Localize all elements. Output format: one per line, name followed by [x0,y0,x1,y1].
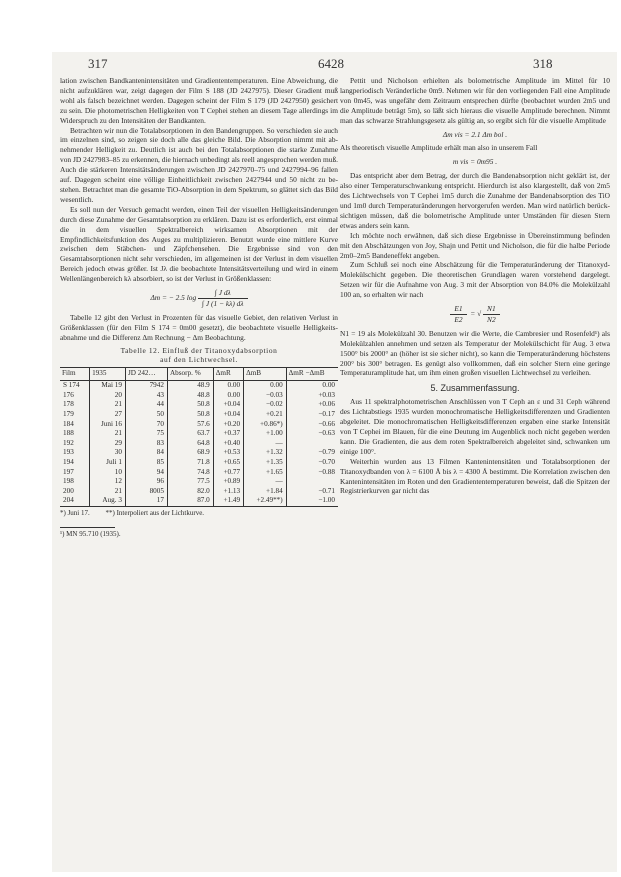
table-cell: +2.49**) [244,496,287,506]
table-cell: Aug. 3 [90,496,126,506]
table-cell: 75 [125,429,167,439]
table-cell: +0.20 [213,420,243,430]
table-cell: +0.40 [213,439,243,449]
table-cell: 7942 [125,381,167,391]
table-caption-line: Tabelle 12. Einfluß der Titanoxydabsorption [120,345,278,355]
table-cell: 48.8 [167,391,213,401]
table-cell: 8005 [125,487,167,497]
table-footnotes [60,509,338,519]
table-cell: 71.8 [167,458,213,468]
paragraph: lation zwischen Bandkantenintensitäten und Gradiententemperaturen. Eine Abweichung, die nicht aufzuklären war, zeigt dagegen der Film S 188 (JD 2427975). Dieser Gradient muß wohl als falsch bezeichnet werden. Dagegen scheint der Film S 179 (JD 2427950) gesichert zu sein. Die photometrischen Helligkeiten von T Cephei stehen an diesem Tage allerdings im Widerspruch zu den Intensitäten der Bandkanten. [60,76,338,125]
loss-formula [60,288,338,309]
left-column [60,76,338,540]
formula-denominator: ∫ J (1 − kλ) dλ [198,298,248,309]
paragraph: Ich möchte noch erwähnen, daß sich diese Ergebnisse in Übereinstimmung befinden mit den Abschätzungen von Joy, Shajn und Pettit und Nicholson, die für die halbe Periode 2m0–2m5 Bandeneffekt angeben. [340,230,610,260]
table-cell: 83 [125,439,167,449]
paragraph: Weiterhin wurden aus 13 Filmen Kantenintensitäten und Totalabsorptionen der Titanoxydbanden von λ = 6100 Å bis λ = 4300 Å bestimmt. Die Korrelation zwischen den Kantenintensitäten im Roten und den Gradiententemperaturen beweist, daß die Spitzen der Registrierkurven gar nicht das [340,456,610,496]
paragraph: Zum Schluß sei noch eine Abschätzung für die Temperaturänderung der Titanoxyd-Molekülschicht gegeben. Die theoretischen Grundlagen waren vorstehend dargelegt. Setzen wir für die Aufnahme von Aug. 3 mit der Absorption von 84.0% die Molekülzahl 100 an, so erhalten wir nach [340,260,610,300]
table-cell: 44 [125,400,167,410]
table-cell: 12 [90,477,126,487]
formula-numerator: ∫ J dλ [214,288,231,298]
paragraph: Es soll nun der Versuch gemacht werden, einen Teil der visuellen Helligkeitsänderungen durch diese Zunahme der Gesamtabsorption zu erklären. Dazu ist es erforderlich, erst einmal die in dem visuellen Spektralbereich wirksamen Absorptionen mit der Empfindlichkeitsfunktion des Auges zu multiplizieren. Benutzt wurde eine mittlere Kurve zwischen dem Stäbchen- und Zäpfchensehen. Die Ergebnisse sind von den Gesamtabsorptionen nicht sehr verschieden, im allgemeinen ist der Verlust in dem visuellen Bereich jedoch etwas größer. Ist Jλ die beobachtete Intensitätsverteilung und wird in einem Wellenlängenbereich kλ absorbiert, so ist der Verlust in Größenklassen: [60,204,338,284]
page-footnote: ¹) MN 95.710 (1935). [60,529,121,538]
column-header: Film [60,368,90,381]
table-cell: 184 [63,419,74,428]
table-cell: +1.00 [244,429,287,439]
table-cell: 0.00 [213,381,243,391]
ratio-denominator: E2 [450,314,466,325]
column-header: ΔmR −ΔmB [286,368,338,381]
table-cell: 20 [90,391,126,401]
table-cell: 29 [90,439,126,449]
table-footnote: *) Juni 17. [60,509,90,517]
table-cell: 84 [125,448,167,458]
table-row [60,439,338,449]
table-cell: −0.66 [286,420,338,430]
table-cell: Juni 16 [90,420,126,430]
ratio-denominator: N2 [483,314,500,325]
table-row [60,381,338,391]
paragraph: Als theoretisch visuelle Amplitude erhält man also in unserem Fall [340,143,538,153]
table-cell: 198 [63,477,74,486]
table-cell: +1.49 [213,496,243,506]
table-12 [60,367,338,507]
paragraph: Aus 11 spektralphotometrischen Anschlüssen von T Ceph an ε und 31 Ceph während des Lichtabstiegs 1935 wurden monochromatische Helligkeitsdifferenzen und Gradienten abgeleitet. Die monochromatischen Helligkeitsdifferenzen ergaben eine starke Intensität von T Cephei im Blauen, für die eine Deutung im Augenblick noch nicht gegeben werden kann. Die Gradienten, die aus dem roten Spektralbereich abgeleitet sind, schwanken um einige 100°. [340,397,610,456]
table-cell: +0.04 [213,400,243,410]
footnote-divider [60,527,115,528]
table-cell: 176 [63,390,74,399]
paragraph: Betrachten wir nun die Totalabsorptionen in den Bandengruppen. So verschieden sie auch im einzelnen sind, so zeigen sie doch alle das gleiche Bild. Die Absorption nimmt mit abnehmender Helligkeit zu. Deutlich ist auch bei den Totalabsorptionen die starke Zunahme von JD 2427983–85 zu erkennen, die hiernach unbedingt als reell angesprochen werden muß. Auch die stärkeren Intensitätsänderungen zwischen JD 2427970–75 und 2427994–96 fallen auf. Dagegen scheint eine völlige Einheitlichkeit zwischen 2427944 und 50 nicht zu bestehen. Betrachtet man die gesamte TiO-Absorption in dem Spektrum, so glättet sich das Bild wesentlich. [60,125,338,204]
table-cell: +0.04 [213,410,243,420]
table-cell: — [244,439,287,449]
table-cell: −1.00 [286,496,338,506]
page-number-center: 6428 [318,56,344,71]
formula-lhs: Δm = − 2.5 log [150,293,197,303]
table-row [60,410,338,420]
table-cell: +1.13 [213,487,243,497]
table-cell: −0.03 [244,391,287,401]
page-number-right: 318 [533,56,553,71]
table-cell: 30 [90,448,126,458]
table-cell: +0.21 [244,410,287,420]
table-cell: 64.8 [167,439,213,449]
table-cell: 77.5 [167,477,213,487]
amplitude-formula: Δm vis = 2.1 Δm bol . [442,129,508,139]
paragraph: Das entspricht aber dem Betrag, der durch die Bandenabsorption nicht geklärt ist, der also einer Temperaturschwankung entspricht. Hierdurch ist also klargestellt, daß von 2m5 des Lichtwechsels von T Cephei 1m5 durch die Zunahme der Bandenabsorption des TiO und 1m0 durch Temperaturänderungen hervorgerufen werden. Man wird natürlich berücksichtigen müssen, daß die bolometrische Amplitude unter Umständen für diesen Stern etwas anders sein kann. [340,171,610,230]
table-cell: 57.6 [167,420,213,430]
table-cell: 27 [90,410,126,420]
table-caption-line: auf den Lichtwechsel. [160,355,238,365]
table-cell: +0.77 [213,468,243,478]
table-cell: 63.7 [167,429,213,439]
table-cell: 50.8 [167,410,213,420]
table-cell: 0.00 [286,381,338,391]
table-cell: 194 [63,458,74,467]
table-cell: 48.9 [167,381,213,391]
table-cell: 179 [63,410,74,419]
table-cell: +1.65 [244,468,287,478]
table-row [60,391,338,401]
table-row [60,477,338,487]
table-cell: 82.0 [167,487,213,497]
table-cell: +0.86*) [244,420,287,430]
table-cell: +1.35 [244,458,287,468]
table-row [60,420,338,430]
table-cell: 188 [63,429,74,438]
table-cell: 193 [63,448,74,457]
paragraph: Pettit und Nicholson erhielten als bolometrische Amplitude im Mittel für 10 langperiodisch Veränderliche 0m9. Nehmen wir für den vorliegenden Fall eine Amplitude von 0m45, was ungefähr dem Zeitraum entsprechen dürfte (beobachtet wurden 2m5 und die Amplitude beträgt 5m), so läßt sich hieraus die visuelle Amplitude berechnen. Nimmt man das schwarze Strahlungsgesetz als gültig an, so ergibt sich für die visuelle Amplitude [340,76,610,125]
column-header: 1935 [90,368,126,381]
table-cell: 74.8 [167,468,213,478]
table-row [60,400,338,410]
visual-amplitude-formula: m vis = 0m95 . [452,157,498,167]
table-cell: −0.71 [286,487,338,497]
table-row [60,487,338,497]
table-cell: +0.89 [213,477,243,487]
table-cell: 200 [63,486,74,495]
table-cell [286,439,338,449]
table-caption [60,346,338,366]
table-cell: 0.00 [213,391,243,401]
table-cell: 96 [125,477,167,487]
paragraph: N1 = 19 als Molekülzahl 30. Benutzen wir die Werte, die Cambresier und Rosenfeld¹) als Molekülzahlen annehmen und setzen als Temperatur der Molekülschicht für Aug. 3 etwa 1500° bis 2000° an (höher ist sie sicher nicht), so kann die Temperaturänderung höchstens 200° bis 300° betragen. Es genügt also vollkommen, daß ein solcher Stern eine geringe Temperaturamplitude hat, um ihm einen großen visuellen Lichtwechsel zu verleihen. [340,328,610,378]
ratio-formula: $\frac{E1}{E2}$ = √ $\frac{N1}{N2}$ [340,304,610,325]
table-row [60,496,338,506]
paragraph: Tabelle 12 gibt den Verlust in Prozenten für das visuelle Gebiet, den relativen Verlust in Größenklassen (für den Film S 174 = 0m00 gesetzt), die beobachtete visuelle Helligkeitsabnahme und die Differenz Δm Rechnung − Δm Beobachtung. [60,312,338,342]
table-cell: −0.79 [286,448,338,458]
table-cell: 197 [63,467,74,476]
table-cell: 85 [125,458,167,468]
table-cell [286,477,338,487]
table-cell: 50.8 [167,400,213,410]
table-cell: 43 [125,391,167,401]
ratio-numerator: E1 [454,304,463,314]
table-cell: +0.03 [286,391,338,401]
page-number-left: 317 [88,56,108,71]
ratio-numerator: N1 [487,304,496,314]
table-cell: +0.37 [213,429,243,439]
table-cell: +0.53 [213,448,243,458]
table-cell: 21 [90,400,126,410]
table-cell: 50 [125,410,167,420]
column-header: JD 242… [125,368,167,381]
table-cell: 192 [63,438,74,447]
table-row [60,468,338,478]
table-cell: −0.02 [244,400,287,410]
table-cell: 204 [60,496,90,506]
table-cell: 70 [125,420,167,430]
table-cell: Juli 1 [90,458,126,468]
table-cell: −0.88 [286,468,338,478]
table-cell: 17 [125,496,167,506]
table-cell: −0.70 [286,458,338,468]
section-heading: 5. Zusammenfassung. [430,383,520,394]
table-row [60,458,338,468]
table-cell: Mai 19 [90,381,126,391]
table-cell: 10 [90,468,126,478]
right-column [340,76,610,496]
table-cell: +1.84 [244,487,287,497]
table-cell: 21 [90,487,126,497]
table-cell: +0.65 [213,458,243,468]
table-cell: 87.0 [167,496,213,506]
table-footnote: **) Interpoliert aus der Lichtkurve. [105,509,205,517]
table-row [60,448,338,458]
table-row [60,429,338,439]
column-header: ΔmR [213,368,243,381]
table-cell: 0.00 [244,381,287,391]
table-cell: −0.17 [286,410,338,420]
table-cell: 178 [63,400,74,409]
table-cell: +0.06 [286,400,338,410]
table-cell: 21 [90,429,126,439]
table-cell: S 174 [63,381,80,390]
column-header: ΔmB [244,368,287,381]
column-header: Absorp. % [167,368,213,381]
table-cell: — [244,477,287,487]
table-cell: −0.63 [286,429,338,439]
table-cell: +1.32 [244,448,287,458]
table-cell: 68.9 [167,448,213,458]
table-cell: 94 [125,468,167,478]
